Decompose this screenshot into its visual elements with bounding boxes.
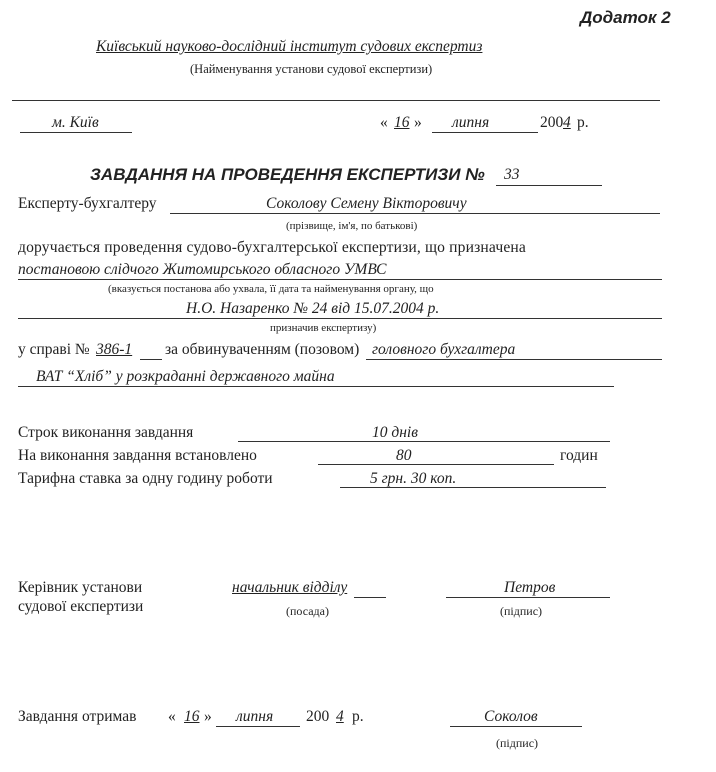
date-quote-open: « — [380, 114, 388, 131]
date-year-digit: 4 — [563, 114, 571, 131]
received-quote-close: » — [204, 708, 212, 725]
date-month: липня — [452, 114, 490, 131]
received-label: Завдання отримав — [18, 708, 137, 725]
city-line — [20, 132, 132, 133]
date-quote-close: » — [414, 114, 422, 131]
case-line-2 — [18, 386, 614, 387]
expert-label: Експерту-бухгалтеру — [18, 195, 157, 212]
case-number: 386-1 — [96, 341, 133, 358]
case-prefix: у справі № — [18, 341, 90, 358]
hours-unit: годин — [560, 447, 598, 464]
rate-label: Тарифна ставка за одну годину роботи — [18, 470, 273, 487]
head-signature-caption: (підпис) — [500, 604, 543, 618]
received-year-suffix: р. — [352, 708, 364, 725]
received-month-line — [216, 726, 300, 727]
hours-line — [318, 464, 554, 465]
institution-caption: (Найменування установи судової експертизи) — [190, 62, 433, 76]
city: м. Київ — [52, 114, 99, 131]
received-signature-line — [450, 726, 582, 727]
hours-label: На виконання завдання встановлено — [18, 447, 257, 464]
received-signature-caption: (підпис) — [496, 736, 539, 750]
expert-name-line — [170, 213, 660, 214]
assignment-basis: постановою слідчого Житомирського обласного УМВС — [18, 261, 387, 278]
date-day: 16 — [394, 114, 410, 131]
received-signature: Соколов — [484, 708, 538, 725]
expert-name: Соколову Семену Вікторовичу — [266, 195, 467, 212]
case-details: ВАТ “Хліб” у розкраданні державного майна — [36, 368, 335, 385]
assignment-caption-1: (вказується постанова або ухвала, її дата та найменування органу, що — [108, 283, 434, 295]
head-signature: Петров — [504, 579, 556, 596]
assignment-basis-line — [18, 279, 662, 280]
case-number-line — [140, 359, 162, 360]
received-month: липня — [236, 708, 274, 725]
assignment-caption-2: призначив експертизу) — [270, 322, 377, 334]
form-title: ЗАВДАННЯ НА ПРОВЕДЕННЯ ЕКСПЕРТИЗИ № — [90, 165, 485, 184]
head-position-caption: (посада) — [286, 604, 329, 618]
date-year-prefix: 200 — [540, 114, 564, 131]
case-middle: за обвинуваченням (позовом) — [165, 341, 360, 358]
title-number-line — [496, 185, 602, 186]
separator-line — [12, 100, 660, 101]
deadline-value: 10 днів — [372, 424, 418, 441]
assignment-basis-2: Н.О. Назаренко № 24 від 15.07.2004 р. — [186, 300, 440, 317]
assignment-text: доручається проведення судово-бухгалтерської експертизи, що призначена — [18, 239, 526, 256]
received-day: 16 — [184, 708, 200, 725]
form-number: 33 — [504, 166, 520, 183]
date-year-suffix: р. — [577, 114, 589, 131]
head-signature-line — [446, 597, 610, 598]
rate-value: 5 грн. 30 коп. — [370, 470, 457, 487]
assignment-basis-line-2 — [18, 318, 662, 319]
hours-value: 80 — [396, 447, 412, 464]
case-accused-line — [366, 359, 662, 360]
received-quote-open: « — [168, 708, 176, 725]
date-month-line — [432, 132, 538, 133]
deadline-label: Строк виконання завдання — [18, 424, 194, 441]
institution-name: Київський науково-дослідний інститут судових експертиз — [96, 38, 483, 55]
expert-caption: (прізвище, ім'я, по батькові) — [286, 220, 418, 232]
received-year-prefix: 200 — [306, 708, 330, 725]
head-position-line-tail — [354, 597, 386, 598]
deadline-line — [238, 441, 610, 442]
head-position: начальник відділу — [232, 579, 348, 596]
appendix-label: Додаток 2 — [580, 8, 671, 27]
head-label-line-2: судової експертизи — [18, 598, 144, 615]
head-label-line-1: Керівник установи — [18, 579, 143, 596]
case-accused: головного бухгалтера — [372, 341, 516, 358]
received-year-digit: 4 — [336, 708, 344, 725]
